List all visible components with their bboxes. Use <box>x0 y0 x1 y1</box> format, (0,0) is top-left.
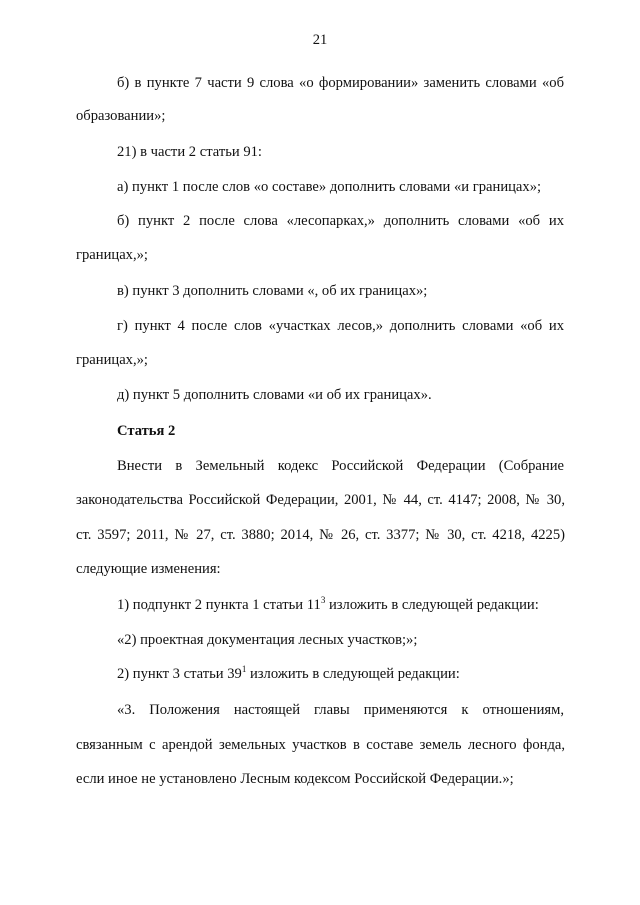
text-span: 1) подпункт 2 пункта 1 статьи 11 <box>117 597 321 613</box>
text-span: 2) пункт 3 статьи 39 <box>117 666 242 682</box>
text-line <box>117 665 460 684</box>
text-line: границах,»; <box>76 352 148 368</box>
text-line: ст. 3597; 2011, № 27, ст. 3880; 2014, № 26, ст. 3377; № 30, ст. 4218, 4225) <box>76 527 565 543</box>
text-line: если иное не установлено Лесным кодексом Российской Федерации.»; <box>76 771 514 787</box>
text-line: «2) проектная документация лесных участков;»; <box>117 632 418 648</box>
text-line: следующие изменения: <box>76 561 221 577</box>
text-line: связанным с арендой земельных участков в составе земель лесного фонда, <box>76 737 565 753</box>
text-line: Внести в Земельный кодекс Российской Федерации (Собрание <box>117 458 564 474</box>
text-line: образовании»; <box>76 108 166 124</box>
text-line <box>117 596 539 615</box>
text-line: г) пункт 4 после слов «участках лесов,» дополнить словами «об их <box>117 318 564 334</box>
text-line: 21) в части 2 статьи 91: <box>117 144 262 160</box>
text-line: б) пункт 2 после слова «лесопарках,» дополнить словами «об их <box>117 213 564 229</box>
text-span: изложить в следующей редакции: <box>325 597 539 613</box>
text-line: б) в пункте 7 части 9 слова «о формировании» заменить словами «об <box>117 75 564 91</box>
text-line: в) пункт 3 дополнить словами «, об их границах»; <box>117 283 428 299</box>
text-line: законодательства Российской Федерации, 2001, № 44, ст. 4147; 2008, № 30, <box>76 492 565 508</box>
page-number: 21 <box>312 32 328 48</box>
superscript: 1 <box>241 664 247 674</box>
text-line: «3. Положения настоящей главы применяются к отношениям, <box>117 702 564 718</box>
text-line: границах,»; <box>76 247 148 263</box>
superscript: 3 <box>320 595 326 605</box>
text-line: д) пункт 5 дополнить словами «и об их границах». <box>117 387 432 403</box>
text-span: изложить в следующей редакции: <box>246 666 460 682</box>
article-heading: Статья 2 <box>117 423 176 439</box>
text-line: а) пункт 1 после слов «о составе» дополнить словами «и границах»; <box>117 179 542 195</box>
